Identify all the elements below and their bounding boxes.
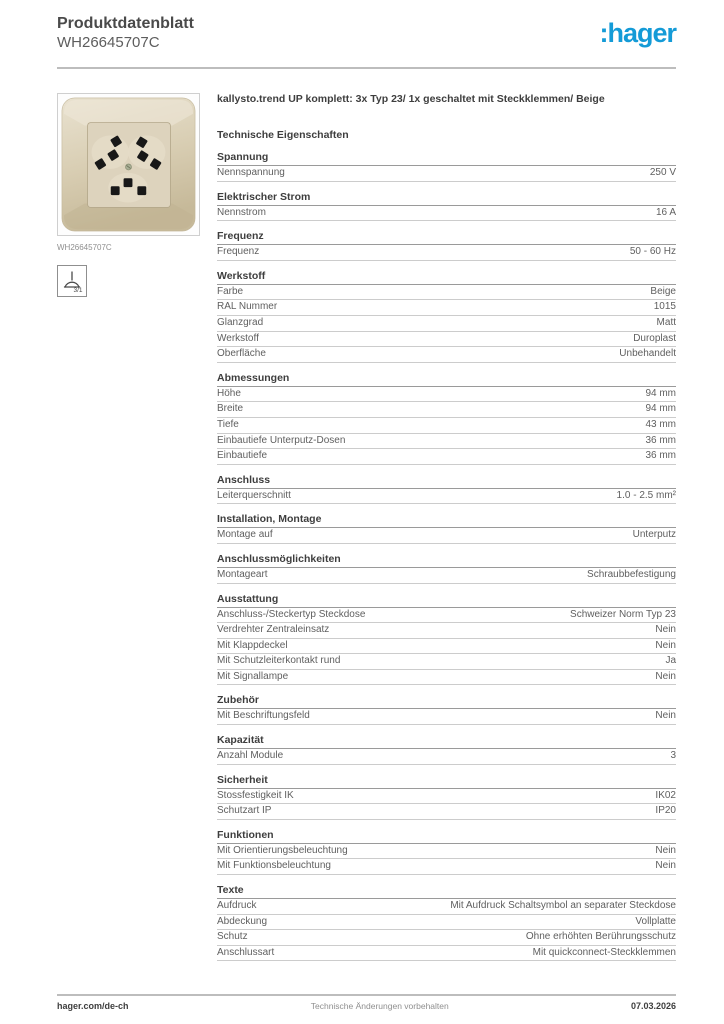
- spec-row: [217, 528, 676, 544]
- spec-value: Ja: [665, 655, 676, 667]
- spec-value: IK02: [655, 789, 676, 801]
- spec-value: 36 mm: [645, 450, 676, 462]
- spec-value: Schraubbefestigung: [587, 568, 676, 580]
- spec-row: [217, 670, 676, 686]
- spec-section: [217, 513, 676, 544]
- spec-row: [217, 623, 676, 639]
- spec-label: Werkstoff: [217, 332, 259, 344]
- section-heading: Werkstoff: [217, 270, 676, 285]
- spec-section: [217, 474, 676, 505]
- spec-row: [217, 899, 676, 915]
- section-heading: Funktionen: [217, 829, 676, 844]
- spec-row: [217, 285, 676, 301]
- right-column: [217, 93, 676, 961]
- spec-label: Mit Signallampe: [217, 670, 289, 682]
- footer-disclaimer: Technische Änderungen vorbehalten: [310, 1001, 449, 1011]
- svg-text:3/1: 3/1: [73, 287, 83, 294]
- spec-row: [217, 489, 676, 505]
- spec-row: [217, 166, 676, 182]
- spec-section: [217, 191, 676, 222]
- spec-row: [217, 402, 676, 418]
- spec-label: Farbe: [217, 285, 244, 297]
- image-caption: WH26645707C: [57, 243, 112, 252]
- spec-row: [217, 418, 676, 434]
- spec-label: Abdeckung: [217, 915, 268, 927]
- footer-date: 07.03.2026: [630, 1001, 676, 1011]
- tech-properties-title: Technische Eigenschaften: [217, 129, 349, 141]
- spec-row: [217, 844, 676, 860]
- page-header: [57, 14, 676, 52]
- section-heading: Texte: [217, 884, 676, 899]
- spec-row: [217, 709, 676, 725]
- spec-label: Mit Orientierungsbeleuchtung: [217, 844, 348, 856]
- spec-value: Schweizer Norm Typ 23: [570, 608, 676, 620]
- spec-value: 1.0 - 2.5 mm²: [616, 489, 676, 501]
- spec-sections: [217, 151, 676, 961]
- spec-label: Frequenz: [217, 246, 260, 258]
- spec-value: IP20: [655, 805, 676, 817]
- spec-value: Duroplast: [633, 332, 676, 344]
- section-heading: Anschluss: [217, 474, 676, 489]
- spec-value: 94 mm: [645, 403, 676, 415]
- spec-value: Ohne erhöhten Berührungsschutz: [525, 931, 676, 943]
- spec-row: [217, 434, 676, 450]
- spec-section: [217, 734, 676, 765]
- spec-value: Unterputz: [632, 529, 676, 541]
- spec-value: Nein: [655, 860, 676, 872]
- spec-label: Einbautiefe Unterputz-Dosen: [217, 434, 346, 446]
- socket-photo-illustration: [58, 94, 199, 235]
- hager-logo: :hager: [599, 18, 676, 48]
- spec-row: [217, 859, 676, 875]
- spec-label: RAL Nummer: [217, 301, 278, 313]
- spec-section: [217, 884, 676, 961]
- spec-value: 36 mm: [645, 434, 676, 446]
- spec-value: Nein: [655, 844, 676, 856]
- spec-label: Leiterquerschnitt: [217, 489, 291, 501]
- section-heading: Sicherheit: [217, 774, 676, 789]
- spec-label: Mit Funktionsbeleuchtung: [217, 860, 331, 872]
- spec-value: Mit Aufdruck Schaltsymbol an separater Steckdose: [450, 900, 676, 912]
- spec-label: Einbautiefe: [217, 450, 268, 462]
- spec-value: Matt: [656, 316, 676, 328]
- footer-divider: [57, 994, 676, 996]
- spec-row: [217, 449, 676, 465]
- spec-label: Anzahl Module: [217, 750, 284, 762]
- section-heading: Frequenz: [217, 230, 676, 245]
- spec-value: Nein: [655, 639, 676, 651]
- section-heading: Kapazität: [217, 734, 676, 749]
- spec-value: 3: [670, 750, 676, 762]
- spec-row: [217, 639, 676, 655]
- spec-row: [217, 749, 676, 765]
- section-heading: Ausstattung: [217, 593, 676, 608]
- spec-row: [217, 915, 676, 931]
- spec-label: Verdrehter Zentraleinsatz: [217, 624, 330, 636]
- product-code: WH26645707C: [57, 34, 160, 51]
- page-title: Produktdatenblatt: [57, 15, 194, 32]
- spec-label: Schutz: [217, 931, 248, 943]
- spec-row: [217, 568, 676, 584]
- spec-row: [217, 654, 676, 670]
- content-area: [57, 93, 676, 961]
- section-heading: Zubehör: [217, 694, 676, 709]
- spec-label: Nennspannung: [217, 167, 285, 178]
- socket-symbol-icon: [60, 268, 84, 294]
- spec-label: Mit Schutzleiterkontakt rund: [217, 655, 341, 667]
- spec-row: [217, 804, 676, 820]
- spec-value: 94 mm: [645, 387, 676, 399]
- spec-value: Unbehandelt: [619, 348, 676, 360]
- spec-section: [217, 151, 676, 182]
- spec-label: Montageart: [217, 568, 268, 580]
- spec-value: Beige: [650, 285, 676, 297]
- spec-row: [217, 930, 676, 946]
- left-column: [57, 93, 200, 961]
- spec-label: Höhe: [217, 387, 241, 399]
- spec-section: [217, 774, 676, 820]
- spec-label: Anschlussart: [217, 946, 275, 958]
- spec-value: 250 V: [649, 167, 676, 178]
- product-title: kallysto.trend UP komplett: 3x Typ 23/ 1x geschaltet mit Steckklemmen/ Beige: [217, 93, 605, 105]
- spec-row: [217, 316, 676, 332]
- page-footer: [57, 1001, 676, 1011]
- spec-row: [217, 347, 676, 363]
- spec-section: [217, 230, 676, 261]
- section-heading: Abmessungen: [217, 372, 676, 387]
- spec-value: Nein: [655, 624, 676, 636]
- spec-label: Mit Klappdeckel: [217, 639, 288, 651]
- spec-section: [217, 593, 676, 686]
- spec-label: Nennstrom: [217, 206, 266, 218]
- spec-value: Vollplatte: [635, 915, 676, 927]
- socket-schematic-icon: [57, 265, 87, 297]
- spec-label: Oberfläche: [217, 348, 266, 360]
- spec-row: [217, 608, 676, 624]
- header-divider: [57, 67, 676, 69]
- spec-section: [217, 553, 676, 584]
- spec-row: [217, 332, 676, 348]
- spec-label: Aufdruck: [217, 900, 257, 912]
- section-heading: Anschlussmöglichkeiten: [217, 553, 676, 568]
- spec-row: [217, 946, 676, 962]
- spec-row: [217, 206, 676, 222]
- spec-value: Nein: [655, 670, 676, 682]
- spec-section: [217, 829, 676, 875]
- spec-label: Stossfestigkeit IK: [217, 789, 294, 801]
- spec-value: 16 A: [655, 206, 676, 218]
- section-heading: Installation, Montage: [217, 513, 676, 528]
- spec-value: Nein: [655, 710, 676, 722]
- spec-row: [217, 789, 676, 805]
- footer-website-link[interactable]: hager.com/de-ch: [57, 1001, 129, 1011]
- spec-value: 50 - 60 Hz: [629, 246, 676, 258]
- spec-row: [217, 245, 676, 261]
- spec-row: [217, 300, 676, 316]
- spec-label: Anschluss-/Steckertyp Steckdose: [217, 608, 366, 620]
- spec-label: Breite: [217, 403, 244, 415]
- spec-section: [217, 694, 676, 725]
- section-heading: Elektrischer Strom: [217, 191, 676, 206]
- spec-label: Montage auf: [217, 529, 273, 541]
- spec-row: [217, 387, 676, 403]
- spec-label: Schutzart IP: [217, 805, 272, 817]
- section-heading: Spannung: [217, 151, 676, 166]
- spec-value: 43 mm: [645, 418, 676, 430]
- spec-label: Glanzgrad: [217, 316, 264, 328]
- spec-section: [217, 372, 676, 465]
- spec-value: Mit quickconnect-Steckklemmen: [532, 946, 676, 958]
- spec-label: Mit Beschriftungsfeld: [217, 710, 310, 722]
- header-titles: [57, 14, 194, 52]
- spec-label: Tiefe: [217, 418, 239, 430]
- product-image: [57, 93, 200, 236]
- spec-section: [217, 270, 676, 363]
- spec-value: 1015: [653, 301, 676, 313]
